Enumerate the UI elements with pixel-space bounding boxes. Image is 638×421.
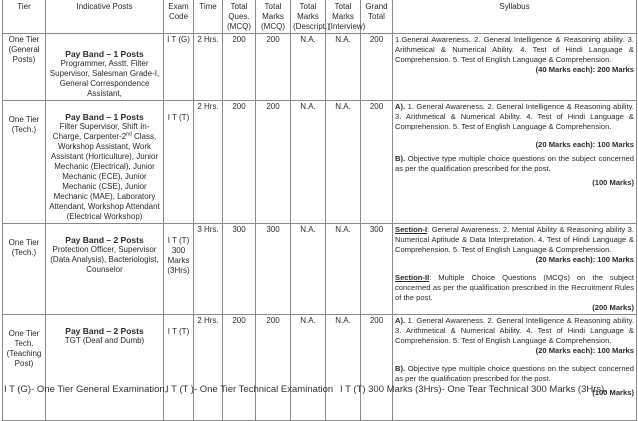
footnote-itg: I T (G)- One Tier General Examination, [4, 384, 168, 395]
tier-cell: One Tier (General Posts) [3, 34, 46, 101]
syllabus-part-a-marks: (20 Marks each): 100 Marks [535, 140, 634, 149]
syllabus-section-2-marks: (200 Marks) [592, 303, 634, 312]
total-marks-descript-cell: N.A. [291, 101, 326, 224]
header-total-marks-descript: Total Marks (Descript.) [291, 0, 326, 34]
posts-list: Programmer, Asstt. Filter Supervisor, Salesman Grade-I, General Correspondence Assistant, [49, 59, 160, 98]
header-time: Time [194, 0, 223, 34]
tier-cell: One Tier (Tech.) [3, 224, 46, 315]
total-marks-mcq-cell: 300 [256, 224, 291, 315]
syllabus-part-a: A). 1. General Awareness. 2. General Intelligence & Reasoning ability. 3. Arithmetical & Numerical Ability. 4. Test of Hindi Language & Comprehension. 5. Test of English Language & Comprehension. [395, 316, 634, 345]
footnote-itt300: I T (T) 300 Marks (3Hrs)- One Tear Technical 300 Marks (3Hrs). [340, 384, 607, 395]
table-header-row [3, 0, 637, 34]
posts-cell [46, 315, 164, 421]
header-grand-total: Grand Total [361, 0, 393, 34]
header-syllabus: Syllabus [393, 0, 637, 34]
exam-code-cell: I T (G) [164, 34, 194, 101]
header-tier: Tier [3, 0, 46, 34]
total-marks-interview-cell: N.A. [326, 315, 361, 421]
total-marks-interview-cell: N.A. [326, 224, 361, 315]
table-row [3, 101, 637, 224]
syllabus-cell [393, 34, 637, 101]
syllabus-text: 1.General Awareness. 2. General Intelligence & Reasoning ability. 3. Arithmetical & Numerical Ability. 4. Test of Hindi Language & Comprehension. 5. Test of English Language & Comprehension. [395, 35, 634, 64]
exam-code-cell: I T (T) 300 Marks (3Hrs) [164, 224, 194, 315]
pay-band-label: Pay Band – 1 Posts [65, 49, 144, 59]
header-posts: Indicative Posts [46, 0, 164, 34]
total-marks-interview-cell: N.A. [326, 34, 361, 101]
grand-total-cell: 300 [361, 224, 393, 315]
total-marks-descript-cell: N.A. [291, 34, 326, 101]
syllabus-part-b-marks: (100 Marks) [592, 388, 634, 397]
total-marks-mcq-cell: 200 [256, 315, 291, 421]
pay-band-label: Pay Band – 2 Posts [65, 235, 144, 245]
footnote-itt: I T (T )- One Tier Technical Examination [166, 384, 334, 395]
posts-cell [46, 224, 164, 315]
syllabus-part-a: A). 1. General Awareness. 2. General Intelligence & Reasoning ability. 3. Arithmetical & Numerical Ability. 4. Test of Hindi Language & Comprehension. 5. Test of English Language & Comprehension. [395, 102, 634, 131]
syllabus-part-b-marks: (100 Marks) [592, 178, 634, 187]
total-marks-descript-cell: N.A. [291, 224, 326, 315]
time-cell: 2 Hrs. [194, 315, 223, 421]
pay-band-label: Pay Band – 1 Posts [65, 112, 144, 122]
total-marks-descript-cell: N.A. [291, 315, 326, 421]
total-ques-cell: 200 [223, 315, 256, 421]
header-total-marks-mcq: Total Marks (MCQ) [256, 0, 291, 34]
total-ques-cell: 300 [223, 224, 256, 315]
syllabus-marks: (40 Marks each): 200 Marks [535, 65, 634, 74]
header-exam-code: Exam Code [164, 0, 194, 34]
total-marks-mcq-cell: 200 [256, 34, 291, 101]
syllabus-part-b: B). Objective type multiple choice questions on the subject concerned as per the qualification prescribed for the post. [395, 154, 634, 173]
total-ques-cell: 200 [223, 101, 256, 224]
header-total-marks-interview: Total Marks (Interview) [326, 0, 361, 34]
tier-cell: One Tier (Tech.) [3, 101, 46, 224]
table-row [3, 34, 637, 101]
time-cell: 3 Hrs. [194, 224, 223, 315]
pay-band-label: Pay Band – 2 Posts [65, 326, 144, 336]
posts-cell [46, 34, 164, 101]
grand-total-cell: 200 [361, 101, 393, 224]
grand-total-cell: 200 [361, 34, 393, 101]
time-cell: 2 Hrs. [194, 34, 223, 101]
posts-list: Protection Officer, Supervisor (Data Analysis), Bacteriologist, Counselor [50, 245, 159, 274]
table-row [3, 315, 637, 421]
total-ques-cell: 200 [223, 34, 256, 101]
header-total-ques: Total Ques. (MCQ) [223, 0, 256, 34]
posts-list: Filter Supervisor, Shift In-Charge, Carpenter-2nd Class, Workshop Assistant, Work Assistant (Horticulture), Junior Mechanic (Electrical), Junior Mechanic (ECE), Junior Mechanic (CSE), Junior Mechanic (MAE), Laboratory Attendant, Workshop Attendant (Electrical Workshop) [49, 122, 160, 221]
exam-scheme-table [2, 0, 637, 421]
syllabus-section-2: Section-II: Multiple Choice Questions (MCQs) on the subject concerned as per the qualification prescribed in the Recruitment Rules of the post. [395, 273, 634, 302]
syllabus-section-1-marks: (20 Marks each): 100 Marks [535, 255, 634, 264]
syllabus-part-a-marks: (20 Marks each): 100 Marks [535, 346, 634, 355]
tier-cell: One Tier Tech. (Teaching Post) [3, 315, 46, 421]
posts-cell [46, 101, 164, 224]
syllabus-cell [393, 315, 637, 421]
syllabus-part-b: B). Objective type multiple choice questions on the subject concerned as per the qualification prescribed for the post. [395, 364, 634, 383]
total-marks-mcq-cell: 200 [256, 101, 291, 224]
time-cell: 2 Hrs. [194, 101, 223, 224]
exam-code-cell: I T (T) [164, 101, 194, 224]
syllabus-cell [393, 224, 637, 315]
posts-list: TGT (Deaf and Dumb) [64, 336, 145, 345]
table-row [3, 224, 637, 315]
grand-total-cell: 200 [361, 315, 393, 421]
syllabus-cell [393, 101, 637, 224]
exam-code-cell: I T (T) [164, 315, 194, 421]
total-marks-interview-cell: N.A. [326, 101, 361, 224]
syllabus-section-1: Section-I: General Awareness. 2. Mental Ability & Reasoning ability 3. Numerical Aptitude & Data Interpretation. 4. Test of Hindi Language & Comprehension. 5. Test of English Language & Comprehension. [395, 225, 634, 254]
